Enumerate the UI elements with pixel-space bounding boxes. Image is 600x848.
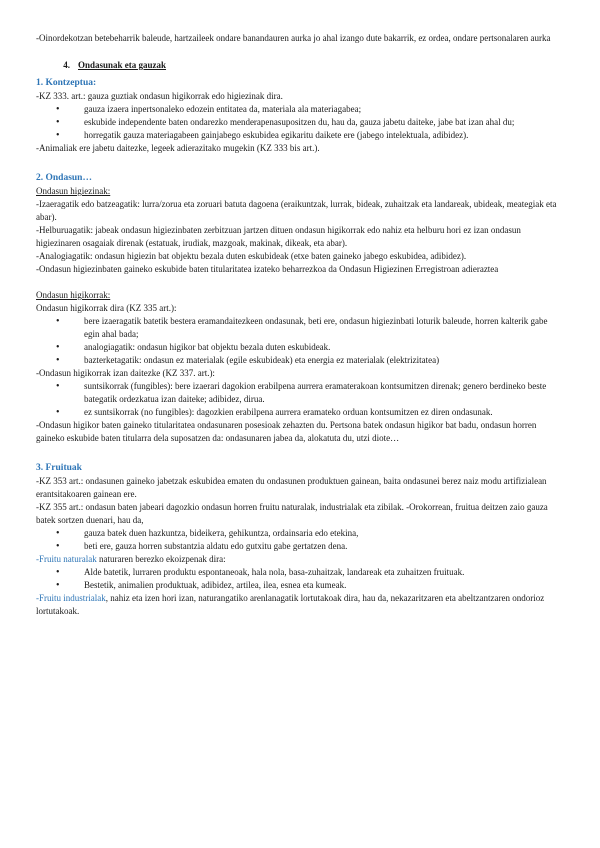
list-item: • Alde batetik, lurraren produktu espontaneoak, hala nola, basa-zuhaitzak, landareak eta zuhaitzen fruituak. [84, 566, 564, 579]
list-item: • bere izaeragatik batetik bestera eramandaitezkeen ondasunak, beti ere, ondasun higiezinbati loturik baleude, horren kalterik gabe egin ahal bada; [84, 315, 564, 341]
list-item: • ez suntsikorrak (no fungibles): dagozkien erabilpena aurrera eramateko orduan kontsumitzen ez diren ondasunak. [84, 406, 564, 419]
titularitatea-paragraph: -Ondasun higikor baten gaineko titularitatea ondasunaren posesioak zehazten du. Pertsona batek ondasun higikor bat badu, ondasun horren gaineko eskubide baten titularra dela suposatzen da: ondasunaren jabea da, alokatuta du, utzi diote… [36, 420, 537, 443]
intro-paragraph: -Oinordekotzan betebeharrik baleude, hartzaileek ondare banandauren aurka jo ahal izango dute bakarrik, ez ordea, ondare pertsonalaren aurka [36, 33, 551, 43]
list-item: • bazterketagatik: ondasun ez materialak (egile eskubideak) eta energia ez materialak (elektrizitatea) [84, 354, 564, 367]
fruitu-naturalak-text: naturaren berezko ekoizpenak dira: [96, 554, 226, 564]
fruitu-naturalak-paragraph [36, 553, 564, 566]
heading-kontzeptua: 1. Kontzeptua: [36, 78, 97, 88]
section-4-number: 4. [63, 60, 70, 70]
higiezinak-paragraph: -Ondasun higiezinbaten gaineko eskubide baten titularitatea izateko beharrezkoa da Ondasun Higiezinen Erregistroan adieraztea [36, 264, 499, 274]
list-item: • suntsikorrak (fungibles): bere izaerari dagokion erabilpena aurrera eramaterakoan kontsumitzen direnak; genero berdineko beste bategatik ordezkatua izan daiteke; adibidez, dirua. [84, 380, 564, 406]
fruitu-industrialak-paragraph [36, 592, 564, 618]
ondasun-higikorrak-title: Ondasun higikorrak: [36, 290, 111, 300]
higikorrak-intro: Ondasun higikorrak dira (KZ 335 art.): [36, 303, 177, 313]
kz-355-paragraph: -KZ 355 art.: ondasun baten jabeari dagozkio ondasun horren fruitu naturalak, industrialak eta zibilak. -Orokorrean, fruitua deitzen zaio gauza batek sortzen duenari, hau da, [36, 502, 548, 525]
fruitua-bullets [36, 527, 564, 553]
list-item: • beti ere, gauza horren substantzia aldatu edo gutxitu gabe gertatzen dena. [84, 540, 564, 553]
list-item: • horregatik gauza materiagabeen gainjabego eskubidea egikaritu daikete ere (jabego intelektuala, adibidez). [84, 129, 564, 142]
higiezinak-paragraph: -Analogiagatik: ondasun higiezin bat objektu bezala duten eskubideak (etxe baten gaineko jabego eskubidea, adibidez). [36, 251, 467, 261]
list-item: • eskubide independente baten ondarezko menderapenasupositzen du, hau da, gauza jabetu daiteke, jabe bat izan ahal du; [84, 116, 564, 129]
list-item: • Bestetik, animalien produktuak, adibidez, artilea, ilea, esnea eta kumeak. [84, 579, 564, 592]
list-item: • gauza batek duen hazkuntza, bideikета, gehikuntza, ordainsaria edo etekina, [84, 527, 564, 540]
fruitu-industrialak-text: , nahiz eta izen hori izan, naturangatiko arenlanagatik lortutakoak dira, hau da, nekazaritzaren eta abeltzantzaren ondorioz lortutakoak. [36, 593, 545, 616]
higikorrak-bullets [36, 315, 564, 367]
suntsikorrak-bullets [36, 380, 564, 419]
section-4-heading [36, 59, 564, 72]
kz-353-paragraph: -KZ 353 art.: ondasunen gaineko jabetzak eskubidea ematen du ondasunen produktuen gainean, baita ondasunei berez naiz modu artifizialean erantsitakoaren gainean ere. [36, 476, 547, 499]
list-item: • gauza izaera inpertsonaleko edozein entitatea da, materiala ala materiagabea; [84, 103, 564, 116]
kz-333-paragraph: -KZ 333. art.: gauza guztiak ondasun higikorrak edo higiezinak dira. [36, 91, 283, 101]
kz-337-paragraph: -Ondasun higikorrak izan daitezke (KZ 337. art.): [36, 368, 215, 378]
fruitu-industrialak-label: -Fruitu industrialak [36, 593, 106, 603]
section-4-title: Ondasunak eta gauzak [78, 60, 167, 70]
fruitu-naturalak-label: -Fruitu naturalak [36, 554, 97, 564]
ondasun-higiezinak-title: Ondasun higiezinak: [36, 186, 111, 196]
heading-fruituak: 3. Fruituak [36, 463, 82, 473]
animaliak-paragraph: -Animaliak ere jabetu daitezke, legeek adierazitako mugekin (KZ 333 bis art.). [36, 143, 320, 153]
kontzeptua-bullets [36, 103, 564, 142]
list-item: • analogiagatik: ondasun higikor bat objektu bezala duten eskubideak. [84, 341, 564, 354]
naturalak-bullets [36, 566, 564, 592]
heading-ondasun: 2. Ondasun… [36, 173, 92, 183]
higiezinak-paragraph: -Izaeragatik edo batzeagatik: lurra/zoruа eta zoruari batuta dagoena (eraikuntzak, lurrak, bideak, zuhaitzak eta landareak, ubideak, meategiak eta abar). [36, 199, 557, 222]
higiezinak-paragraph: -Helburuagatik: jabeak ondasun higiezinbaten zerbitzuan jartzen dituen ondasun higikorrak edo nahiz eta helburu hori ez izan ondasun higiezinaren osagaiak direnak (estatuak, irudiak, mazgoak, makinak, dikeak, eta abar). [36, 225, 521, 248]
